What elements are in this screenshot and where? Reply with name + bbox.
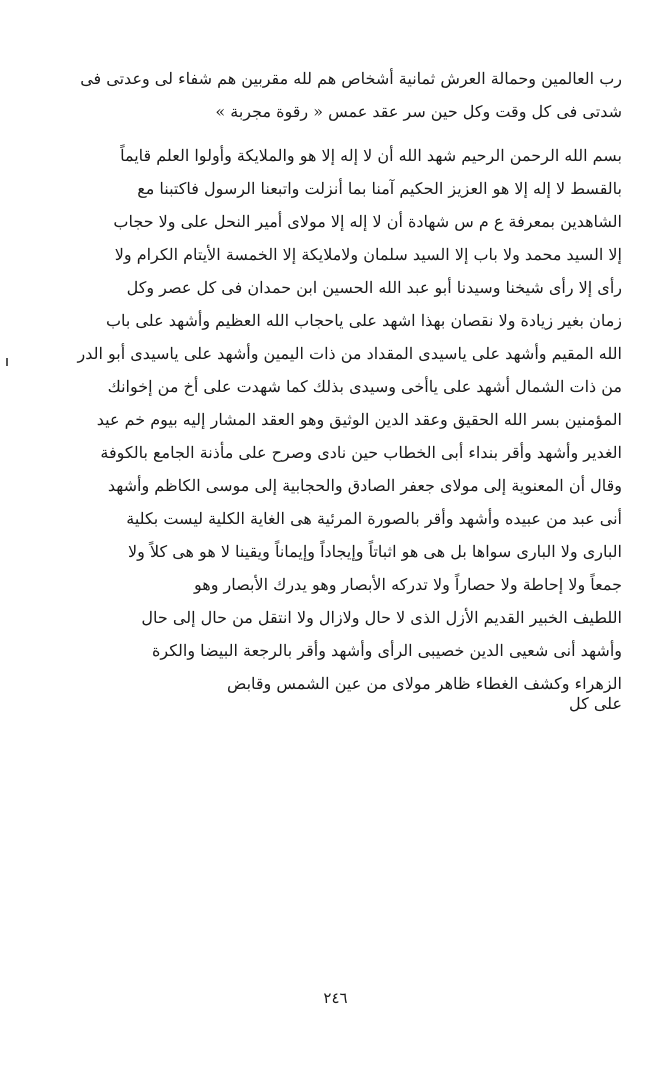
- text-line: جمعاً ولا إحاطة ولا حصاراً ولا تدركه الأبصار وهو يدرك الأبصار وهو: [194, 575, 622, 594]
- text-line: الشاهدين بمعرفة ع م س شهادة أن لا إله إلا مولاى أمير النحل على ولا حجاب: [113, 212, 622, 231]
- text-line: بالقسط لا إله إلا هو العزيز الحكيم آمنا بما أنزلت واتبعنا الرسول فاكتبنا مع: [137, 179, 622, 198]
- text-line: إلا السيد محمد ولا باب إلا السيد سلمان ولاملايكة إلا الخمسة الأيتام الكرام ولا: [114, 245, 622, 264]
- paragraph-2: [64, 139, 622, 700]
- text-line: على كل: [569, 694, 622, 713]
- text-line: وقال أن المعنوية إلى مولاى جعفر الصادق والحجابية إلى موسى الكاظم وأشهد: [107, 476, 622, 495]
- text-line: بسم الله الرحمن الرحيم شهد الله أن لا إله إلا هو والملايكة وأولوا العلم قايماً: [120, 146, 622, 165]
- text-line: زمان بغير زيادة ولا نقصان بهذا اشهد على ياحجاب الله العظيم وأشهد على باب: [105, 311, 622, 330]
- text-line: أنى عبد من عبيده وأشهد وأقر بالصورة المرئية هى الغاية الكلية ليست بكلية: [126, 509, 622, 528]
- text-line: الغدير وأشهد وأقر بنداء أبى الخطاب حين نادى وصرح على مأذنة الجامع بالكوفة: [100, 443, 622, 462]
- text-line: الله المقيم وأشهد على ياسيدى المقداد من ذات اليمين وأشهد على ياسيدى أبو الدر: [77, 344, 622, 363]
- text-line: الزهراء وكشف الغطاء ظاهر مولاى من عين الشمس وقابض: [226, 674, 622, 693]
- text-line: رأى إلا رأى شيخنا وسيدنا أبو عبد الله الحسين ابن حمدان فى كل عصر وكل: [126, 278, 622, 297]
- paragraph-1: [64, 62, 622, 128]
- text-line: شدتى فى كل وقت وكل حين سر عقد عمس « رقوة مجربة »: [215, 102, 622, 121]
- text-line: المؤمنين بسر الله الحقيق وعقد الدين الوثيق وهو العقد المشار إليه بيوم خم عيد: [96, 410, 622, 429]
- margin-mark: [6, 358, 8, 366]
- text-line: من ذات الشمال أشهد على ياأخى وسيدى بذلك كما شهدت على أخ من إخوانك: [107, 377, 622, 396]
- text-line: رب العالمين وحمالة العرش ثمانية أشخاص هم لله مقربين هم شفاء لى وعدتى فى: [80, 69, 622, 88]
- paragraph-3: [64, 687, 622, 720]
- page-number: ٢٤٦: [323, 989, 348, 1007]
- text-line: وأشهد أنى شعيى الدين خصيبى الرأى وأشهد وأقر بالرجعة البيضا والكرة: [152, 641, 622, 660]
- text-line: اللطيف الخبير القديم الأزل الذى لا حال ولازال ولا انتقل من حال إلى حال: [141, 608, 622, 627]
- text-line: البارى ولا البارى سواها بل هى هو اثباتاً وإيجاداً وإيماناً ويقينا لا هو هى كلاً ولا: [128, 542, 622, 561]
